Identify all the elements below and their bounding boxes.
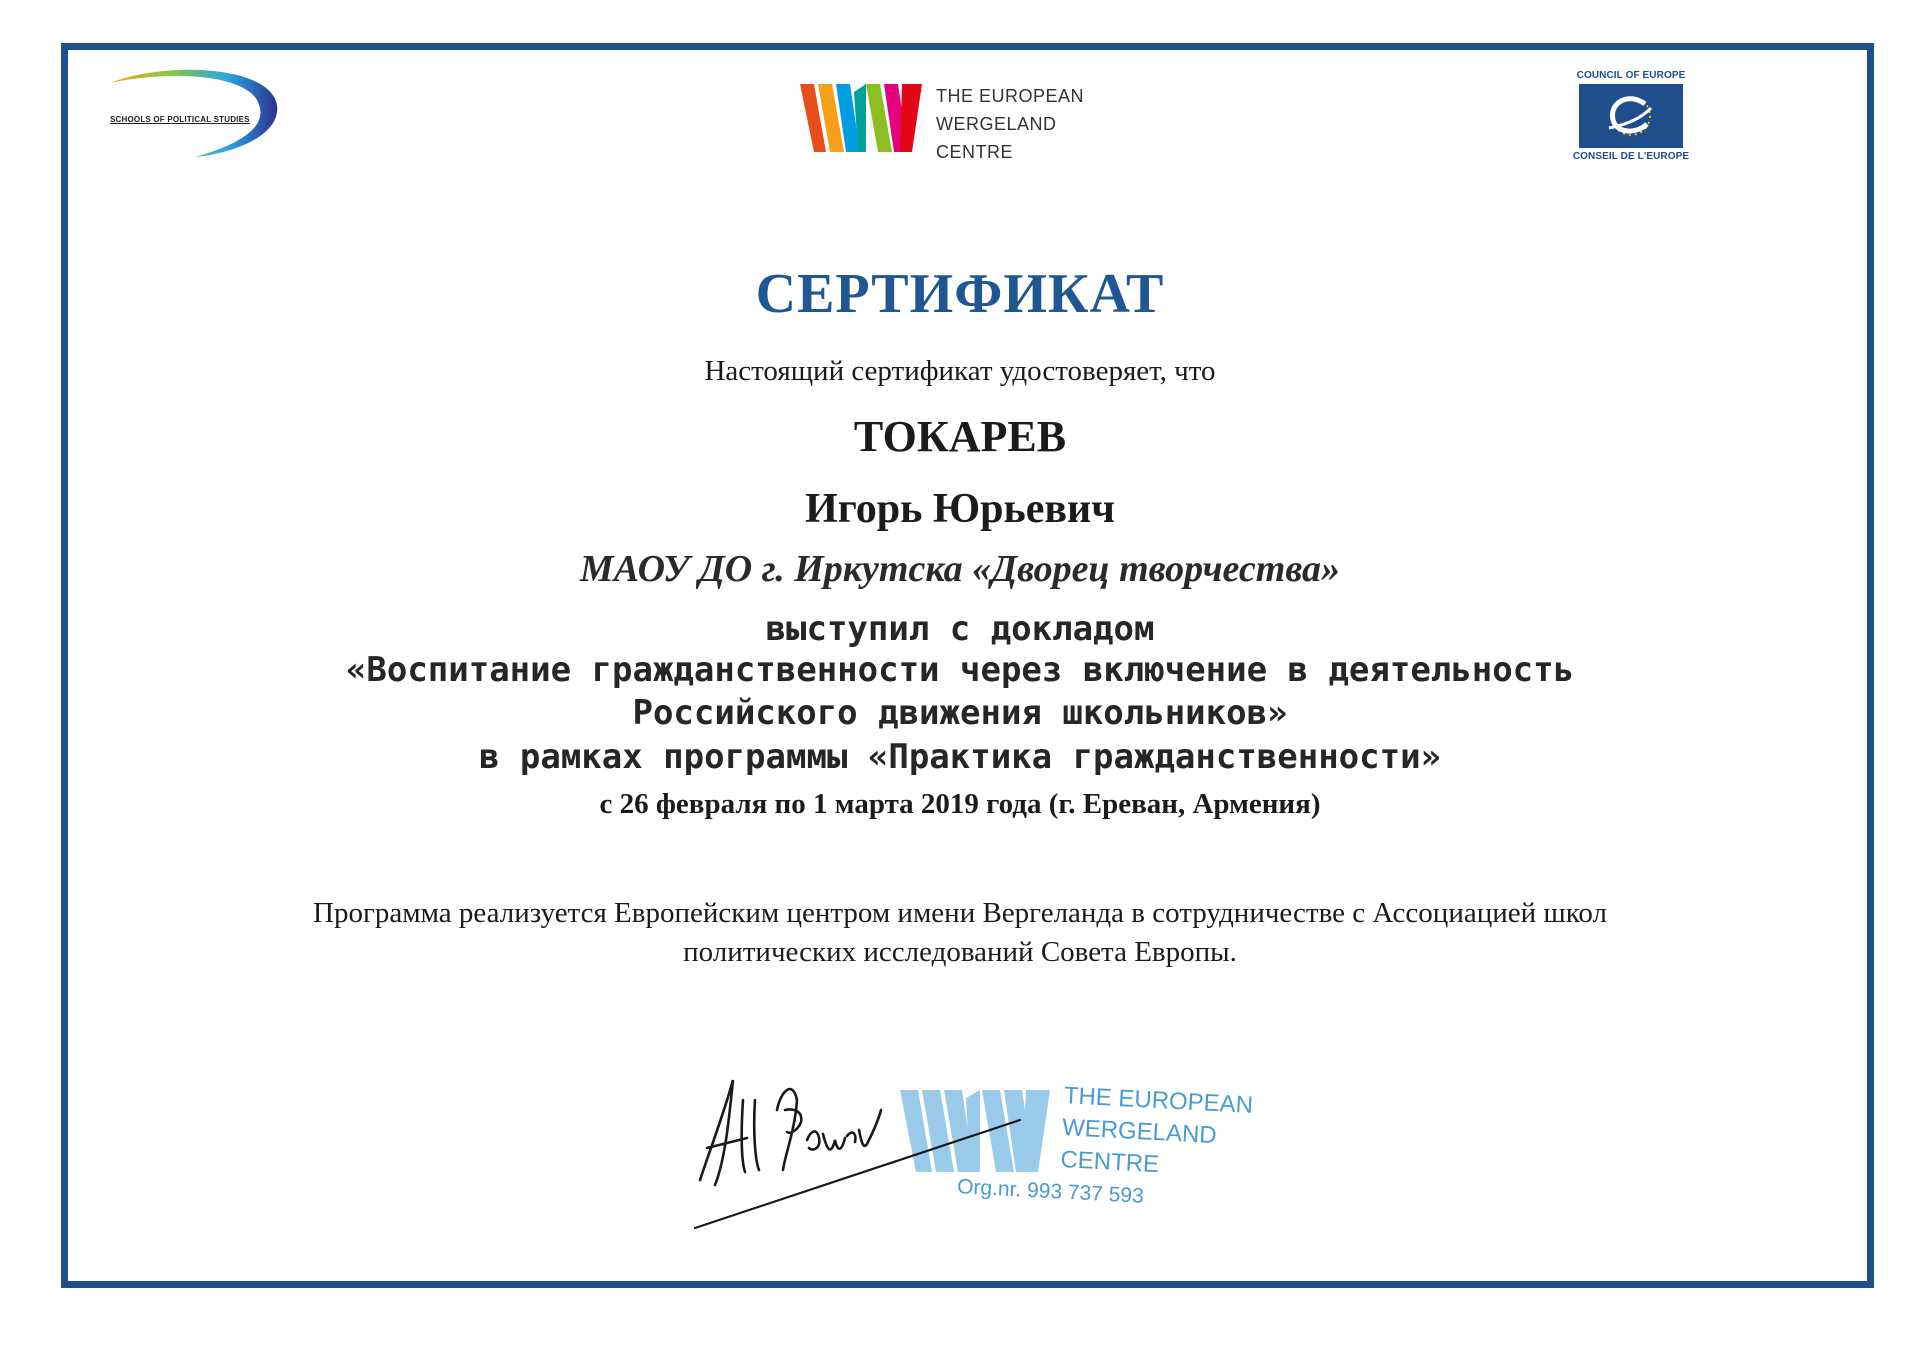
footer-line-2: политических исследований Совета Европы. — [683, 936, 1237, 968]
ewc-line-3: CENTRE — [936, 142, 1014, 162]
recipient-organization: МАОУ ДО г. Иркутска «Дворец творчества» — [579, 548, 1341, 590]
topic-line-1: «Воспитание гражданственности через включение в деятельность — [345, 650, 1575, 690]
stamp-line-3: CENTRE — [1059, 1146, 1160, 1179]
wergeland-centre-logo-text — [936, 82, 1084, 166]
coe-top-text: COUNCIL OF EUROPE — [1576, 70, 1686, 81]
action-text: выступил с докладом — [765, 609, 1155, 649]
stamp-org-number: Org.nr. 993 737 593 — [956, 1175, 1145, 1208]
certificate-intro: Настоящий сертификат удостоверяет, что — [704, 355, 1216, 387]
ewc-line-1: THE EUROPEAN — [936, 86, 1085, 106]
stamp-line-2: WERGELAND — [1061, 1114, 1218, 1150]
sps-logo-text: SCHOOLS OF POLITICAL STUDIES — [110, 115, 250, 124]
signature — [685, 1060, 1045, 1240]
stamp-line-1: THE EUROPEAN — [1063, 1082, 1254, 1119]
coe-flag-icon — [1579, 84, 1683, 148]
recipient-given-names: Игорь Юрьевич — [805, 486, 1115, 532]
ewc-line-2: WERGELAND — [936, 114, 1057, 134]
recipient-surname: ТОКАРЕВ — [853, 412, 1067, 461]
program-text: в рамках программы «Практика гражданственности» — [478, 737, 1442, 777]
wergeland-centre-logo — [800, 78, 930, 158]
council-of-europe-logo — [1558, 70, 1704, 162]
coe-bottom-text: CONSEIL DE L'EUROPE — [1572, 151, 1690, 162]
footer-line-1: Программа реализуется Европейским центром имени Вергеланда в сотрудничестве с Ассоциацией школ — [313, 897, 1607, 929]
certificate-title: СЕРТИФИКАТ — [755, 263, 1165, 325]
stamp-text — [1060, 1080, 1254, 1186]
topic-line-2: Российского движения школьников» — [632, 693, 1288, 733]
event-dates: с 26 февраля по 1 марта 2019 года (г. Ереван, Армения) — [599, 788, 1321, 820]
